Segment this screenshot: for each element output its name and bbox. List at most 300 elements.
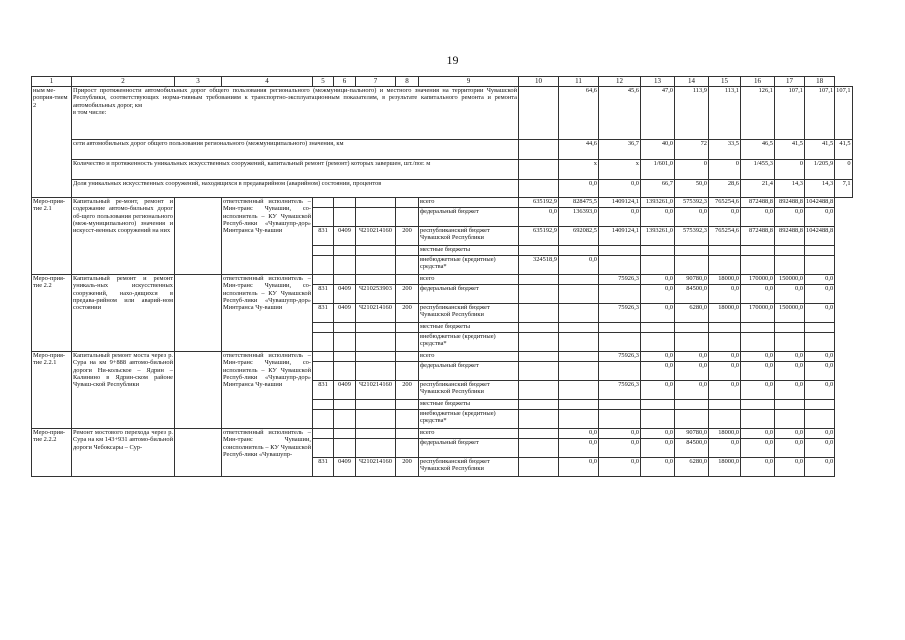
amount-value: 0,0 bbox=[519, 208, 559, 227]
section-code bbox=[334, 362, 356, 381]
section-code: 0409 bbox=[334, 304, 356, 323]
amount-value: 324518,9 bbox=[519, 256, 559, 275]
section-code bbox=[334, 275, 356, 285]
amount-value bbox=[775, 246, 805, 256]
indicator-row bbox=[32, 87, 853, 140]
grbs-code bbox=[313, 275, 334, 285]
amount-value: 6280,0 bbox=[675, 304, 709, 323]
grbs-code bbox=[313, 400, 334, 410]
amount-value bbox=[599, 256, 641, 275]
indicator-value: 113,1 bbox=[709, 87, 741, 140]
expense-type-code bbox=[396, 246, 419, 256]
amount-value: 0,0 bbox=[805, 458, 835, 477]
section-code: 0409 bbox=[334, 227, 356, 246]
column-number: 16 bbox=[741, 77, 775, 87]
amount-value: 1409124,1 bbox=[599, 198, 641, 208]
funding-source: местные бюджеты bbox=[419, 246, 519, 256]
column-number: 18 bbox=[805, 77, 835, 87]
amount-value: 765254,6 bbox=[709, 227, 741, 246]
event-executor: ответственный исполнитель – Мин-транс Чувашии, соисполнитель – КУ Чувашской Респуб-лики «Чувашупр- bbox=[222, 429, 313, 477]
amount-value bbox=[709, 323, 741, 333]
indicator-value: 107,1 bbox=[805, 87, 835, 140]
indicator-value: 113,9 bbox=[675, 87, 709, 140]
indicator-value: 41,5 bbox=[805, 140, 835, 160]
event-spacer bbox=[175, 275, 222, 352]
amount-value: 0,0 bbox=[775, 429, 805, 439]
column-number: 13 bbox=[641, 77, 675, 87]
amount-value: 18000,0 bbox=[709, 275, 741, 285]
section-code bbox=[334, 256, 356, 275]
amount-value bbox=[519, 352, 559, 362]
indicator-value: 0 bbox=[835, 160, 852, 180]
amount-value: 0,0 bbox=[675, 362, 709, 381]
amount-value: 0,0 bbox=[709, 362, 741, 381]
amount-value bbox=[741, 410, 775, 429]
amount-value: 0,0 bbox=[741, 208, 775, 227]
target-article-code bbox=[356, 275, 396, 285]
amount-value bbox=[559, 246, 599, 256]
column-number: 5 bbox=[313, 77, 334, 87]
indicator-value: 28,6 bbox=[709, 180, 741, 198]
column-number: 11 bbox=[559, 77, 599, 87]
event-executor: ответственный исполнитель – Мин-транс Чувашии, со-исполнитель – КУ Чувашской Респуб-лики «Чувашупр-дор» Минтранса Чу-вашии bbox=[222, 352, 313, 429]
expense-type-code bbox=[396, 429, 419, 439]
amount-value: 0,0 bbox=[709, 352, 741, 362]
event-label: Меро-прия-тие 2.1 bbox=[32, 198, 72, 275]
amount-value: 0,0 bbox=[805, 304, 835, 323]
event-description: Капитальный ремонт моста через р. Сура на км 9+888 автомо-бильной дороги Ни-кольское – Ядрин – Калинино в Ядрин-ском районе Чуваш-ской Республики bbox=[72, 352, 175, 429]
amount-value: 0,0 bbox=[641, 285, 675, 304]
amount-value bbox=[675, 400, 709, 410]
target-article-code bbox=[356, 400, 396, 410]
target-article-code bbox=[356, 333, 396, 352]
section-code bbox=[334, 429, 356, 439]
indicator-value: 41,5 bbox=[775, 140, 805, 160]
column-number: 7 bbox=[356, 77, 396, 87]
amount-value: 136393,0 bbox=[559, 208, 599, 227]
amount-value bbox=[599, 285, 641, 304]
amount-value bbox=[775, 256, 805, 275]
column-number: 1 bbox=[32, 77, 72, 87]
amount-value bbox=[709, 400, 741, 410]
event-description: Капитальный ремонт и ремонт уникаль-ных искусственных сооружений, нахо-дящихся в предава-рийном или аварий-ном состоянии bbox=[72, 275, 175, 352]
amount-value: 0,0 bbox=[805, 285, 835, 304]
expense-type-code bbox=[396, 323, 419, 333]
indicator-value: 107,1 bbox=[775, 87, 805, 140]
indicator-value: 0 bbox=[709, 160, 741, 180]
indicator-row bbox=[32, 180, 853, 198]
expense-type-code bbox=[396, 208, 419, 227]
grbs-code bbox=[313, 362, 334, 381]
indicator-value: 7,1 bbox=[835, 180, 852, 198]
column-number: 3 bbox=[175, 77, 222, 87]
grbs-code bbox=[313, 246, 334, 256]
amount-value: 0,0 bbox=[559, 256, 599, 275]
amount-value: 892488,8 bbox=[775, 227, 805, 246]
amount-value bbox=[741, 323, 775, 333]
amount-value: 872488,8 bbox=[741, 227, 775, 246]
amount-value bbox=[709, 256, 741, 275]
event-executor: ответственный исполнитель – Мин-транс Чувашии, со-исполнитель – КУ Чувашской Респуб-лики «Чувашупр-дор» Минтранса Чу-вашии bbox=[222, 275, 313, 352]
indicator-value: 126,1 bbox=[741, 87, 775, 140]
amount-value bbox=[775, 333, 805, 352]
grbs-code bbox=[313, 198, 334, 208]
grbs-code bbox=[313, 256, 334, 275]
amount-value bbox=[641, 333, 675, 352]
grbs-code: 831 bbox=[313, 381, 334, 400]
amount-value: 0,0 bbox=[641, 439, 675, 458]
amount-value bbox=[519, 439, 559, 458]
grbs-code bbox=[313, 208, 334, 227]
amount-value: 1042488,8 bbox=[805, 198, 835, 208]
indicator-value: 50,0 bbox=[675, 180, 709, 198]
grbs-code bbox=[313, 429, 334, 439]
funding-source: республиканский бюджет Чувашской Республики bbox=[419, 227, 519, 246]
amount-value bbox=[641, 246, 675, 256]
amount-value: 0,0 bbox=[741, 439, 775, 458]
amount-value: 0,0 bbox=[741, 429, 775, 439]
event-row bbox=[32, 198, 853, 208]
funding-source: внебюджетные (кредитные) средства* bbox=[419, 333, 519, 352]
grbs-code: 831 bbox=[313, 285, 334, 304]
amount-value: 0,0 bbox=[775, 362, 805, 381]
funding-source: республиканский бюджет Чувашской Республики bbox=[419, 304, 519, 323]
target-article-code bbox=[356, 208, 396, 227]
amount-value: 75926,3 bbox=[599, 304, 641, 323]
amount-value bbox=[805, 246, 835, 256]
funding-source: всего bbox=[419, 429, 519, 439]
amount-value: 18000,0 bbox=[709, 458, 741, 477]
indicator-value: 0,0 bbox=[599, 180, 641, 198]
expense-type-code bbox=[396, 275, 419, 285]
expense-type-code: 200 bbox=[396, 458, 419, 477]
indicator-value: 0 bbox=[775, 160, 805, 180]
funding-source: республиканский бюджет Чувашской Республики bbox=[419, 458, 519, 477]
amount-value bbox=[805, 400, 835, 410]
section-code bbox=[334, 198, 356, 208]
amount-value: 0,0 bbox=[805, 352, 835, 362]
expense-type-code bbox=[396, 333, 419, 352]
funding-source: всего bbox=[419, 198, 519, 208]
amount-value: 0,0 bbox=[641, 304, 675, 323]
funding-source: всего bbox=[419, 352, 519, 362]
event-row bbox=[32, 352, 853, 362]
expense-type-code: 200 bbox=[396, 227, 419, 246]
section-code bbox=[334, 400, 356, 410]
amount-value: 0,0 bbox=[741, 458, 775, 477]
amount-value: 892488,8 bbox=[775, 198, 805, 208]
grbs-code: 831 bbox=[313, 304, 334, 323]
indicator-text: Прирост протяженности автомобильных дорог общего пользования регионального (межмуници-пального) и местного значения на территории Чувашской Республики, соответствующих норма-тивным требованиям к транспортно-эксплуатационным показателям, в результате капитального ремонта и ремонта автомобильных дорог, км в том числе: bbox=[72, 87, 519, 140]
amount-value: 0,0 bbox=[599, 458, 641, 477]
amount-value: 0,0 bbox=[559, 458, 599, 477]
indicator-value: х bbox=[559, 160, 599, 180]
amount-value: 0,0 bbox=[599, 439, 641, 458]
amount-value bbox=[519, 333, 559, 352]
indicator-spacer bbox=[519, 140, 559, 160]
event-label: Меро-прия-тие 2.2.1 bbox=[32, 352, 72, 429]
funding-source: внебюджетные (кредитные) средства* bbox=[419, 410, 519, 429]
amount-value: 1409124,1 bbox=[599, 227, 641, 246]
amount-value bbox=[519, 285, 559, 304]
expense-type-code bbox=[396, 198, 419, 208]
column-number: 2 bbox=[72, 77, 175, 87]
amount-value: 0,0 bbox=[805, 208, 835, 227]
amount-value: 0,0 bbox=[641, 208, 675, 227]
amount-value bbox=[519, 362, 559, 381]
indicator-value: 33,5 bbox=[709, 140, 741, 160]
expense-type-code bbox=[396, 352, 419, 362]
indicator-spacer bbox=[519, 180, 559, 198]
amount-value bbox=[599, 362, 641, 381]
amount-value: 0,0 bbox=[775, 285, 805, 304]
amount-value bbox=[805, 323, 835, 333]
column-number: 12 bbox=[599, 77, 641, 87]
amount-value bbox=[709, 246, 741, 256]
amount-value bbox=[709, 333, 741, 352]
amount-value bbox=[559, 381, 599, 400]
column-number: 4 bbox=[222, 77, 313, 87]
target-article-code bbox=[356, 323, 396, 333]
amount-value bbox=[741, 333, 775, 352]
section-code: 0409 bbox=[334, 285, 356, 304]
amount-value bbox=[559, 362, 599, 381]
amount-value bbox=[559, 400, 599, 410]
amount-value: 635192,9 bbox=[519, 198, 559, 208]
amount-value: 828475,5 bbox=[559, 198, 599, 208]
section-code: 0409 bbox=[334, 381, 356, 400]
indicator-value: 45,6 bbox=[599, 87, 641, 140]
indicator-row bbox=[32, 160, 853, 180]
column-number: 6 bbox=[334, 77, 356, 87]
indicator-value: 40,0 bbox=[641, 140, 675, 160]
expense-type-code bbox=[396, 410, 419, 429]
column-number: 8 bbox=[396, 77, 419, 87]
section-code bbox=[334, 410, 356, 429]
indicator-text: Количество и протяженность уникальных искусственных сооружений, капитальный ремонт (ремонт) которых завершен, шт./пог. м bbox=[72, 160, 519, 180]
amount-value: 1393261,0 bbox=[641, 198, 675, 208]
indicator-value: 1/205,9 bbox=[805, 160, 835, 180]
amount-value: 84500,0 bbox=[675, 439, 709, 458]
amount-value: 872488,8 bbox=[741, 198, 775, 208]
amount-value bbox=[519, 246, 559, 256]
amount-value: 75926,3 bbox=[599, 381, 641, 400]
amount-value: 0,0 bbox=[599, 429, 641, 439]
expense-type-code bbox=[396, 362, 419, 381]
amount-value: 0,0 bbox=[641, 381, 675, 400]
amount-value: 0,0 bbox=[709, 208, 741, 227]
column-number: 14 bbox=[675, 77, 709, 87]
target-article-code bbox=[356, 439, 396, 458]
indicator-value: 21,4 bbox=[741, 180, 775, 198]
amount-value: 575392,3 bbox=[675, 198, 709, 208]
amount-value bbox=[559, 285, 599, 304]
target-article-code: Ч210253903 bbox=[356, 285, 396, 304]
amount-value: 0,0 bbox=[805, 439, 835, 458]
amount-value bbox=[519, 323, 559, 333]
amount-value: 84500,0 bbox=[675, 285, 709, 304]
amount-value bbox=[519, 429, 559, 439]
event-description: Капитальный ре-монт, ремонт и содержание автомо-бильных дорог об-щего пользования регионального (меж-муниципального) значения и искусст-венных сооружений на них bbox=[72, 198, 175, 275]
amount-value: 18000,0 bbox=[709, 429, 741, 439]
amount-value: 0,0 bbox=[559, 439, 599, 458]
amount-value bbox=[775, 323, 805, 333]
amount-value: 0,0 bbox=[559, 429, 599, 439]
indicator-value: 0,0 bbox=[559, 180, 599, 198]
amount-value: 1042488,8 bbox=[805, 227, 835, 246]
amount-value: 170000,0 bbox=[741, 304, 775, 323]
amount-value: 0,0 bbox=[775, 439, 805, 458]
funding-source: федеральный бюджет bbox=[419, 439, 519, 458]
column-numbers-row bbox=[32, 77, 853, 87]
section-code bbox=[334, 352, 356, 362]
amount-value: 170000,0 bbox=[741, 275, 775, 285]
target-article-code bbox=[356, 362, 396, 381]
event-label: Меро-прия-тие 2.2.2 bbox=[32, 429, 72, 477]
amount-value: 635192,9 bbox=[519, 227, 559, 246]
indicator-value: 64,6 bbox=[559, 87, 599, 140]
amount-value bbox=[675, 333, 709, 352]
indicator-row bbox=[32, 140, 853, 160]
section-code: 0409 bbox=[334, 458, 356, 477]
funding-source: внебюджетные (кредитные) средства* bbox=[419, 256, 519, 275]
funding-source: местные бюджеты bbox=[419, 400, 519, 410]
expense-type-code bbox=[396, 400, 419, 410]
amount-value bbox=[559, 333, 599, 352]
indicator-spacer bbox=[519, 87, 559, 140]
amount-value bbox=[805, 333, 835, 352]
indicator-value: х bbox=[599, 160, 641, 180]
amount-value: 0,0 bbox=[741, 352, 775, 362]
column-number: 10 bbox=[519, 77, 559, 87]
expense-type-code: 200 bbox=[396, 285, 419, 304]
target-article-code: Ч210214160 bbox=[356, 227, 396, 246]
column-number: 17 bbox=[775, 77, 805, 87]
grbs-code bbox=[313, 439, 334, 458]
section-code bbox=[334, 333, 356, 352]
target-article-code bbox=[356, 410, 396, 429]
amount-value: 0,0 bbox=[709, 381, 741, 400]
amount-value bbox=[519, 275, 559, 285]
indicator-value: 14,3 bbox=[775, 180, 805, 198]
amount-value bbox=[675, 246, 709, 256]
indicator-value: 0 bbox=[675, 160, 709, 180]
column-number: 9 bbox=[419, 77, 519, 87]
amount-value: 0,0 bbox=[641, 352, 675, 362]
indicator-spacer bbox=[519, 160, 559, 180]
amount-value: 0,0 bbox=[675, 381, 709, 400]
amount-value bbox=[641, 400, 675, 410]
amount-value: 0,0 bbox=[599, 208, 641, 227]
indicator-value: 1/601,0 bbox=[641, 160, 675, 180]
target-article-code bbox=[356, 256, 396, 275]
amount-value: 6280,0 bbox=[675, 458, 709, 477]
amount-value bbox=[559, 410, 599, 429]
section-code bbox=[334, 208, 356, 227]
event-spacer bbox=[175, 352, 222, 429]
amount-value bbox=[599, 323, 641, 333]
indicator-value: 107,1 bbox=[835, 87, 852, 140]
expense-type-code: 200 bbox=[396, 381, 419, 400]
amount-value bbox=[559, 304, 599, 323]
amount-value bbox=[805, 256, 835, 275]
section-code bbox=[334, 323, 356, 333]
amount-value: 90780,0 bbox=[675, 275, 709, 285]
amount-value: 0,0 bbox=[775, 381, 805, 400]
amount-value bbox=[741, 256, 775, 275]
amount-value bbox=[641, 410, 675, 429]
event-spacer bbox=[175, 198, 222, 275]
amount-value bbox=[805, 410, 835, 429]
indicator-text: Доля уникальных искусственных сооружений, находящихся в предаварийном (аварийном) состоянии, процентов bbox=[72, 180, 519, 198]
amount-value bbox=[709, 410, 741, 429]
amount-value: 0,0 bbox=[805, 381, 835, 400]
amount-value bbox=[775, 410, 805, 429]
event-description: Ремонт мостового перехода через р. Сура на км 143+931 автомо-бильной дороги Чебоксары – Сур- bbox=[72, 429, 175, 477]
target-article-code bbox=[356, 352, 396, 362]
funding-source: всего bbox=[419, 275, 519, 285]
program-table bbox=[31, 76, 853, 477]
amount-value bbox=[675, 323, 709, 333]
amount-value bbox=[599, 246, 641, 256]
amount-value bbox=[519, 381, 559, 400]
indicator-text: сети автомобильных дорог общего пользования регионального (межмуниципального) значения, км bbox=[72, 140, 519, 160]
amount-value: 0,0 bbox=[805, 275, 835, 285]
funding-source: федеральный бюджет bbox=[419, 285, 519, 304]
amount-value: 0,0 bbox=[775, 352, 805, 362]
grbs-code bbox=[313, 410, 334, 429]
amount-value: 692082,5 bbox=[559, 227, 599, 246]
amount-value: 90780,0 bbox=[675, 429, 709, 439]
amount-value bbox=[741, 400, 775, 410]
target-article-code: Ч210214160 bbox=[356, 304, 396, 323]
funding-source: федеральный бюджет bbox=[419, 362, 519, 381]
amount-value bbox=[559, 352, 599, 362]
amount-value: 0,0 bbox=[805, 362, 835, 381]
amount-value bbox=[519, 410, 559, 429]
event-row bbox=[32, 275, 853, 285]
target-article-code bbox=[356, 198, 396, 208]
amount-value bbox=[599, 410, 641, 429]
section-code bbox=[334, 246, 356, 256]
amount-value bbox=[641, 256, 675, 275]
indicator-group-label: ным ме-роприя-тием 2 bbox=[32, 87, 72, 198]
expense-type-code: 200 bbox=[396, 304, 419, 323]
amount-value bbox=[741, 246, 775, 256]
amount-value: 75926,3 bbox=[599, 275, 641, 285]
indicator-value: 66,7 bbox=[641, 180, 675, 198]
amount-value bbox=[675, 256, 709, 275]
amount-value: 0,0 bbox=[641, 275, 675, 285]
indicator-value: 1/455,3 bbox=[741, 160, 775, 180]
indicator-value: 14,3 bbox=[805, 180, 835, 198]
target-article-code bbox=[356, 429, 396, 439]
amount-value: 0,0 bbox=[641, 458, 675, 477]
amount-value: 0,0 bbox=[775, 458, 805, 477]
amount-value bbox=[775, 400, 805, 410]
indicator-value: 47,0 bbox=[641, 87, 675, 140]
funding-source: республиканский бюджет Чувашской Республики bbox=[419, 381, 519, 400]
indicator-value: 46,5 bbox=[741, 140, 775, 160]
amount-value: 0,0 bbox=[741, 381, 775, 400]
grbs-code bbox=[313, 333, 334, 352]
grbs-code: 831 bbox=[313, 458, 334, 477]
amount-value bbox=[599, 333, 641, 352]
page-number: 19 bbox=[446, 53, 459, 67]
column-number: 15 bbox=[709, 77, 741, 87]
amount-value: 18000,0 bbox=[709, 304, 741, 323]
amount-value: 0,0 bbox=[641, 362, 675, 381]
